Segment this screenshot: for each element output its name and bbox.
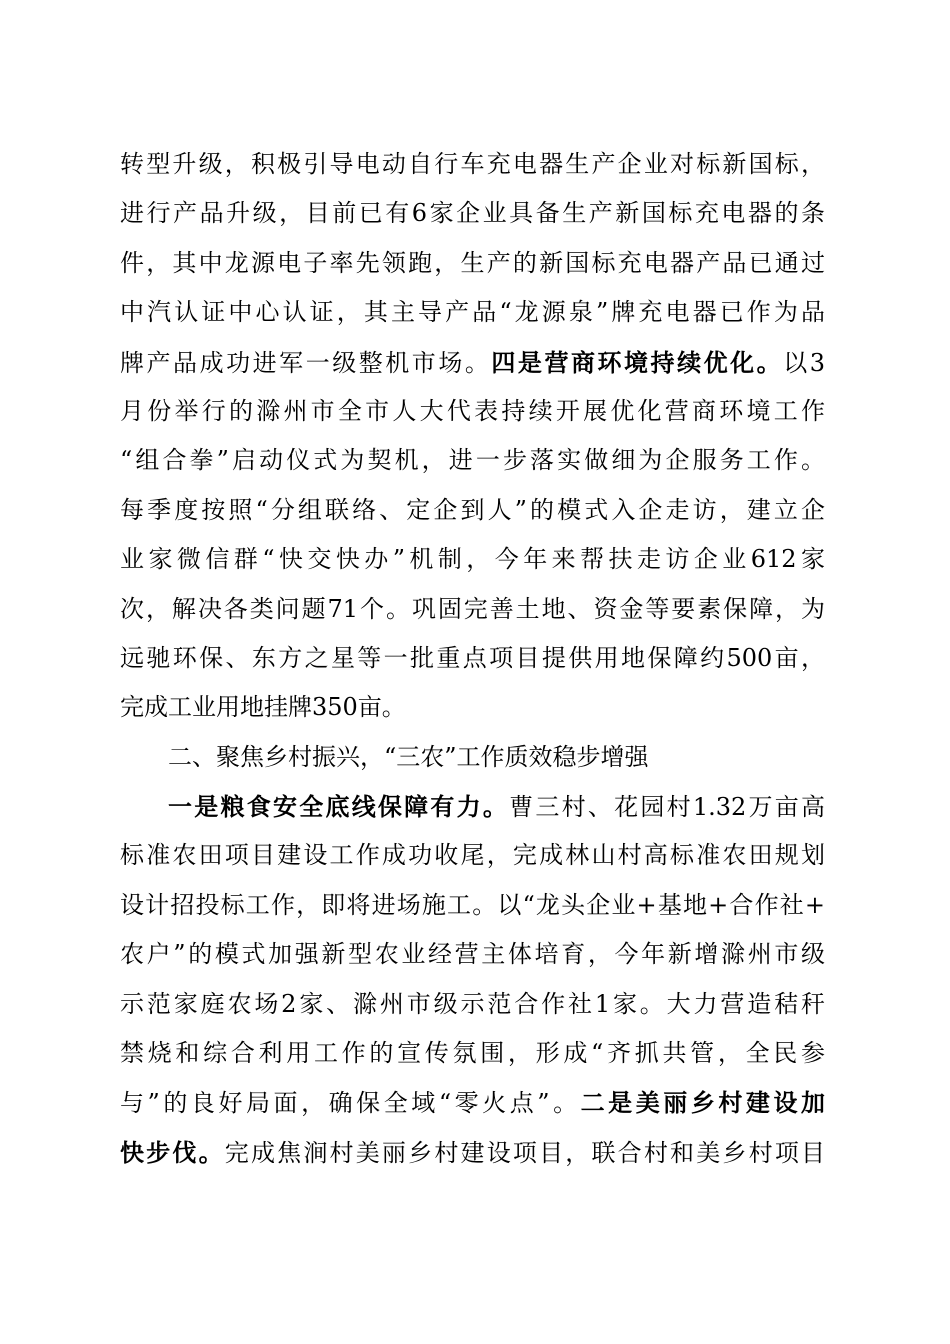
paragraph-line <box>120 140 825 189</box>
paragraph-line <box>120 634 825 683</box>
line-text: 月份举行的滁州市全市人大代表持续开展优化营商环境工作 <box>120 396 825 425</box>
line-text: 标准农田项目建设工作成功收尾，完成林山村高标准农田规划 <box>120 841 825 870</box>
bold-lead-phrase: 快步伐。 <box>120 1137 225 1167</box>
heading-text: 二、聚焦乡村振兴，“三农”工作质效稳步增强 <box>168 742 649 771</box>
paragraph-line <box>120 782 825 831</box>
paragraph-line <box>120 288 825 337</box>
line-text: 每季度按照“分组联络、定企到人”的模式入企走访，建立企 <box>120 495 825 524</box>
line-text: 与”的良好局面，确保全域“零火点”。 <box>120 1089 581 1118</box>
line-text: 示范家庭农场2家、滁州市级示范合作社1家。大力营造秸秆 <box>120 989 825 1018</box>
paragraph-line <box>120 436 825 485</box>
paragraph-line <box>120 239 825 288</box>
line-text: 曹三村、花园村1.32万亩高 <box>509 793 826 822</box>
paragraph-line <box>120 683 825 732</box>
line-text: 农户”的模式加强新型农业经营主体培育，今年新增滁州市级 <box>120 940 825 969</box>
line-text: 件，其中龙源电子率先领跑，生产的新国标充电器产品已通过 <box>120 248 825 277</box>
bold-lead-phrase: 二是美丽乡村建设加 <box>580 1088 826 1118</box>
paragraph-line <box>120 831 825 880</box>
line-text: 次，解决各类问题71个。巩固完善土地、资金等要素保障，为 <box>120 594 825 623</box>
line-text: 以3 <box>783 348 826 377</box>
bold-lead-phrase: 一是粮食安全底线保障有力。 <box>168 792 510 822</box>
line-text: 中汽认证中心认证，其主导产品“龙源泉”牌充电器已作为品 <box>120 298 825 327</box>
bold-lead-phrase: 四是营商环境持续优化。 <box>491 347 784 377</box>
line-text: 转型升级，积极引导电动自行车充电器生产企业对标新国标， <box>120 150 825 178</box>
paragraph-line <box>120 486 825 535</box>
paragraph-line <box>120 338 825 387</box>
paragraph-line <box>120 1128 825 1177</box>
line-text: 完成工业用地挂牌350亩。 <box>120 693 406 722</box>
line-text: 完成焦涧村美丽乡村建设项目，联合村和美乡村项目 <box>224 1138 826 1167</box>
paragraph-line <box>120 585 825 634</box>
paragraph-line <box>120 535 825 584</box>
line-text: 业家微信群“快交快办”机制，今年来帮扶走访企业612家 <box>120 545 825 574</box>
document-body <box>120 140 825 1177</box>
paragraph-line <box>120 1078 825 1127</box>
line-text: 远驰环保、东方之星等一批重点项目提供用地保障约500亩， <box>120 643 825 672</box>
line-text: “组合拳”启动仪式为契机，进一步落实做细为企服务工作。 <box>120 446 825 475</box>
section-heading <box>120 733 825 782</box>
paragraph-line <box>120 881 825 930</box>
paragraph-line <box>120 387 825 436</box>
paragraph-line <box>120 930 825 979</box>
line-text: 设计招投标工作，即将进场施工。以“龙头企业+基地+合作社+ <box>120 890 825 919</box>
line-text: 进行产品升级，目前已有6家企业具备生产新国标充电器的条 <box>120 199 825 228</box>
line-text: 禁烧和综合利用工作的宣传氛围，形成“齐抓共管，全民参 <box>120 1039 825 1068</box>
paragraph-line <box>120 980 825 1029</box>
paragraph-line <box>120 189 825 238</box>
paragraph-line <box>120 1029 825 1078</box>
line-text: 牌产品成功进军一级整机市场。 <box>120 348 492 377</box>
